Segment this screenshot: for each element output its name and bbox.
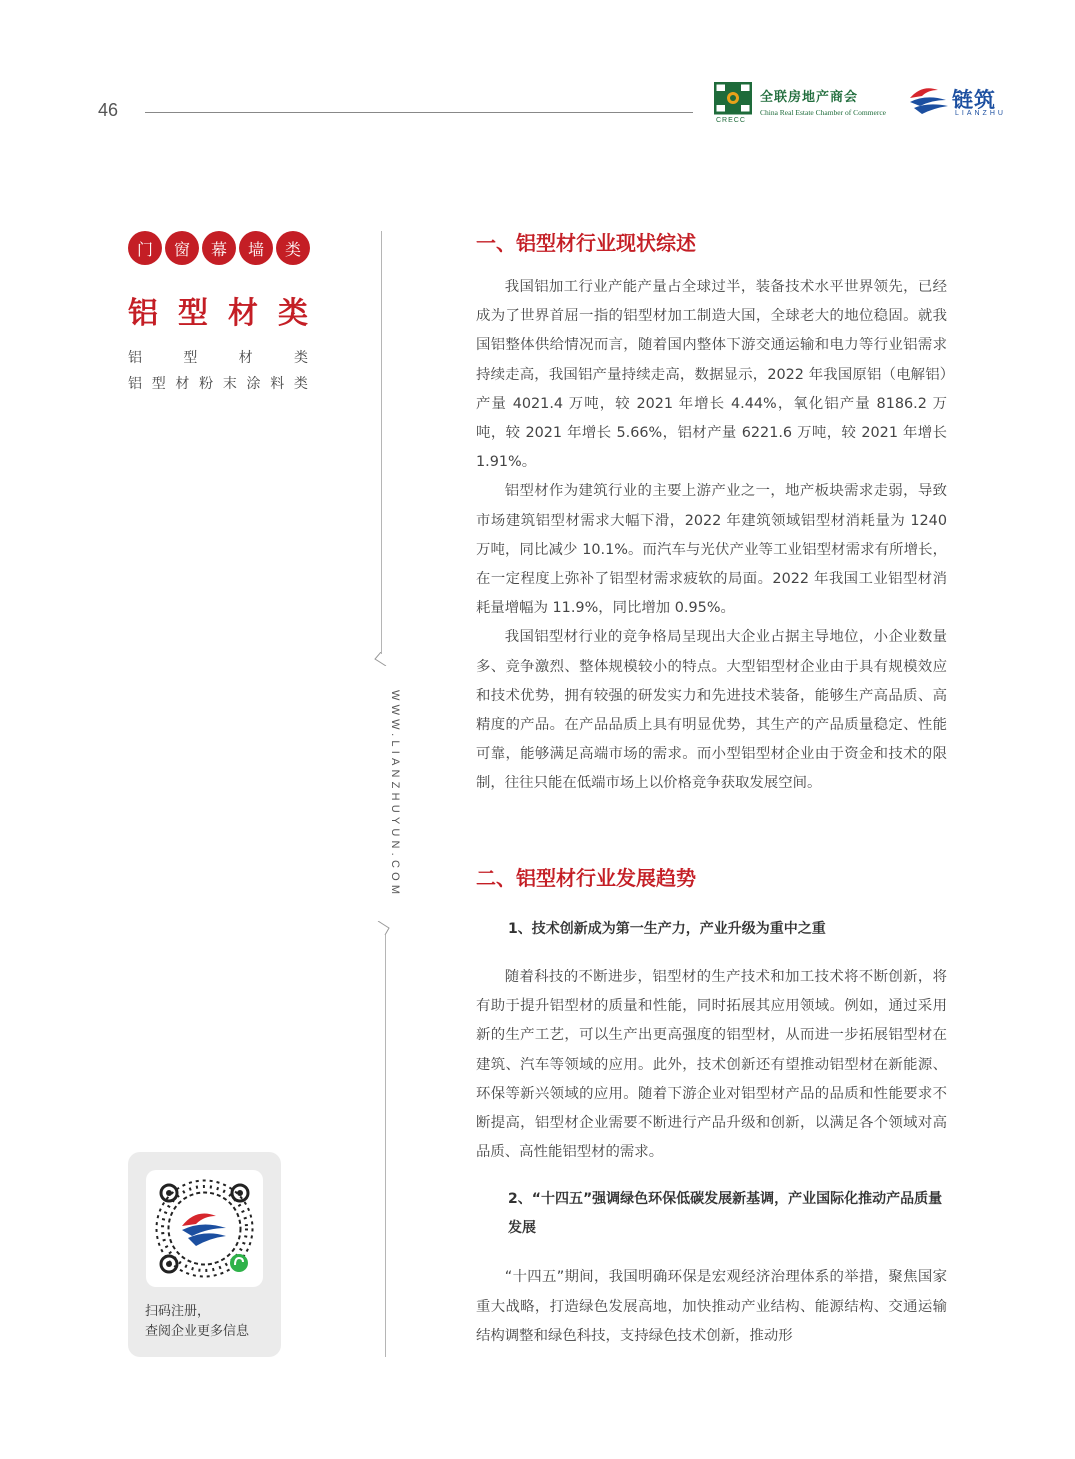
sidebar-subcategory-2 xyxy=(128,373,308,393)
sidebar-title xyxy=(128,288,308,332)
crecc-abbr: CRECC xyxy=(716,117,746,124)
section-overview xyxy=(476,228,947,799)
column-divider-bottom xyxy=(385,935,386,1357)
title-char: 类 xyxy=(278,296,308,331)
subsection-heading: 2、“十四五”强调绿色环保低碳发展新基调，产业国际化推动产品质量发展 xyxy=(508,1191,943,1237)
lianzhu-logo-icon xyxy=(908,84,952,118)
qr-caption-line: 查阅企业更多信息 xyxy=(145,1324,250,1339)
mini-program-code-icon xyxy=(146,1170,263,1287)
subcategory-char: 料 xyxy=(270,376,285,392)
subcategory-char: 型 xyxy=(183,350,198,366)
category-tag: 幕 xyxy=(202,231,236,265)
qr-caption-line: 扫码注册， xyxy=(145,1304,211,1319)
section-heading: 二、铝型材行业发展趋势 xyxy=(476,866,696,890)
subsection-heading: 1、技术创新成为第一生产力，产业升级为重中之重 xyxy=(508,921,826,937)
page-number: 46 xyxy=(98,100,119,120)
brand-name-cn: 链筑 xyxy=(952,88,996,112)
divider-notch xyxy=(373,652,387,666)
qr-code[interactable] xyxy=(146,1170,263,1287)
subcategory-char: 铝 xyxy=(128,376,142,392)
title-char: 铝 xyxy=(128,296,158,331)
body-paragraph: 我国铝型材行业的竞争格局呈现出大企业占据主导地位，小企业数量多、竞争激烈、整体规模较小的特点。大型铝型材企业由于具有规模效应和技术优势，拥有较强的研发实力和先进技术装备，能够生产高品质、高精度的产品。在产品品质上具有明显优势，其生产的产品质量稳定、性能可靠，能够满足高端市场的需求。而小型铝型材企业由于资金和技术的限制，往往只能在低端市场上以价格竞争获取发展空间。 xyxy=(476,629,947,792)
title-char: 型 xyxy=(178,296,208,331)
section-heading: 一、铝型材行业现状综述 xyxy=(476,231,696,255)
page-header xyxy=(0,0,1075,140)
subcategory-char: 粉 xyxy=(199,376,214,392)
subcategory-char: 类 xyxy=(293,350,308,366)
qr-caption xyxy=(145,1302,249,1342)
subcategory-char: 铝 xyxy=(128,350,142,366)
category-tags xyxy=(128,231,310,265)
title-char: 材 xyxy=(228,296,258,331)
org-name-cn: 全联房地产商会 xyxy=(760,90,859,105)
subcategory-char: 型 xyxy=(151,376,166,392)
sidebar-subcategory-1 xyxy=(128,347,308,367)
subcategory-char: 类 xyxy=(293,376,308,392)
body-paragraph: 我国铝加工行业产能产量占全球过半，装备技术水平世界领先，已经成为了世界首屈一指的铝型材加工制造大国，全球老大的地位稳固。就我国铝整体供给情况而言，随着国内整体下游交通运输和电力等行业铝需求持续走高，我国铝产量持续走高，数据显示，2022 年我国原铝（电解铝）产量 4021.4 万吨，较 2021 年增长 4.44%，氧化铝产量 8186.2 万吨，较 2021 年增长 5.66%，铝材产量 6221.6 万吨，较 2021 年增长 1.91%。 xyxy=(476,279,947,471)
category-tag: 类 xyxy=(276,231,310,265)
column-divider-top xyxy=(381,231,382,654)
brand-name-en: LIANZHU xyxy=(955,110,1006,117)
category-tag: 门 xyxy=(128,231,162,265)
subcategory-char: 末 xyxy=(222,376,237,392)
org-name-en: China Real Estate Chamber of Commerce xyxy=(760,108,887,117)
website-url[interactable]: WWW.LIANZHUYUN.COM xyxy=(389,690,401,899)
subcategory-char: 材 xyxy=(238,350,253,366)
qr-card xyxy=(128,1152,281,1357)
category-tag: 窗 xyxy=(165,231,199,265)
body-paragraph: 随着科技的不断进步，铝型材的生产技术和加工技术将不断创新，将有助于提升铝型材的质量和性能，同时拓展其应用领域。例如，通过采用新的生产工艺，可以生产出更高强度的铝型材，从而进一步拓展铝型材在建筑、汽车等领域的应用。此外，技术创新还有望推动铝型材在新能源、环保等新兴领域的应用。随着下游企业对铝型材产品的品质和性能要求不断提高，铝型材企业需要不断进行产品升级和创新，以满足各个领域对高品质、高性能铝型材的需求。 xyxy=(476,969,947,1161)
body-paragraph: “十四五”期间，我国明确环保是宏观经济治理体系的举措，聚焦国家重大战略，打造绿色发展高地，加快推动产业结构、能源结构、交通运输结构调整和绿色科技，支持绿色技术创新，推动形 xyxy=(476,1269,947,1344)
category-tag: 墙 xyxy=(239,231,273,265)
divider-notch xyxy=(377,921,391,935)
section-trends xyxy=(476,863,947,1351)
body-paragraph: 铝型材作为建筑行业的主要上游产业之一，地产板块需求走弱，导致市场建筑铝型材需求大幅下滑，2022 年建筑领域铝型材消耗量为 1240 万吨，同比减少 10.1%。而汽车与光伏产业等工业铝型材需求有所增长，在一定程度上弥补了铝型材需求疲软的局面。2022 年我国工业铝型材消耗量增幅为 11.9%，同比增加 0.95%。 xyxy=(476,483,947,617)
header-divider xyxy=(145,112,693,113)
subcategory-char: 材 xyxy=(175,376,190,392)
crecc-name xyxy=(760,86,886,117)
subcategory-char: 涂 xyxy=(246,376,261,392)
